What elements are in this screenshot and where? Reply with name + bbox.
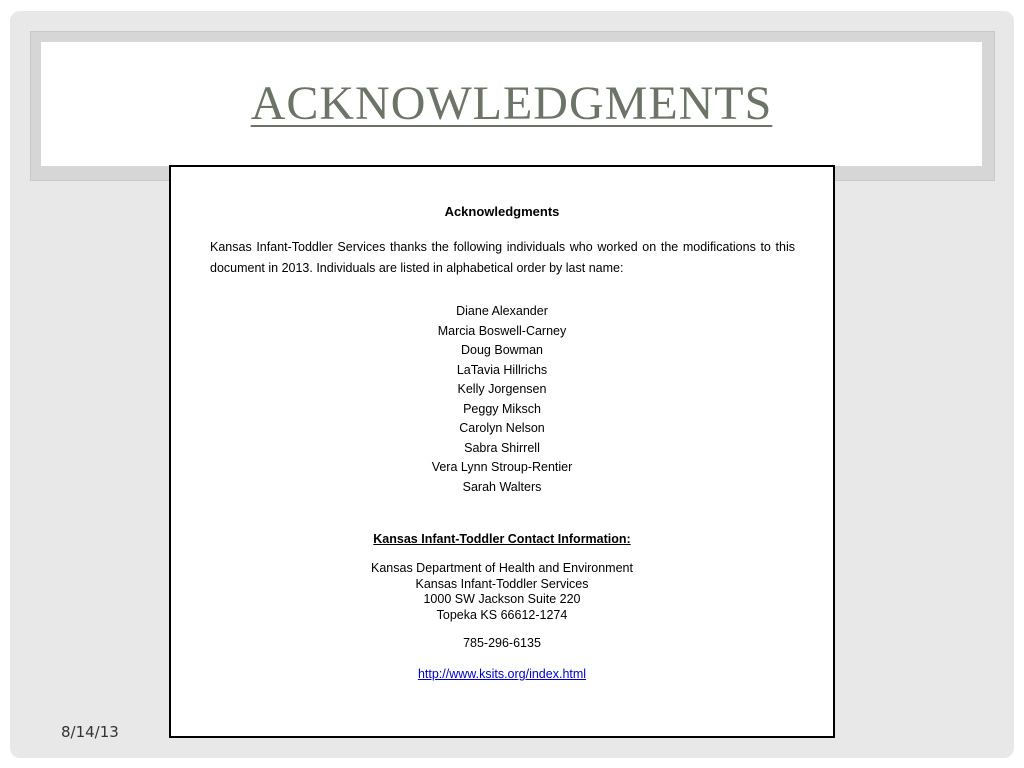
website-link[interactable]: http://www.ksits.org/index.html [417,667,587,681]
address-line: Topeka KS 66612-1274 [436,607,568,622]
document-heading: Acknowledgments [444,204,560,219]
contact-phone: 785-296-6135 [463,636,541,650]
title-band [30,31,995,181]
name-item: Carolyn Nelson [459,421,545,435]
document-image [169,165,835,738]
contact-heading: Kansas Infant-Toddler Contact Information: [373,532,631,546]
name-item: Marcia Boswell-Carney [437,323,567,338]
slide-title: ACKNOWLEDGMENTS [250,77,773,130]
slide-date: 8/14/13 [61,723,119,741]
name-item: LaTavia Hillrichs [456,362,548,377]
name-item: Peggy Miksch [463,401,541,416]
intro-paragraph: Kansas Infant-Toddler Services thanks the following individuals who worked on the modifications to this document in 2013. Individuals are listed in alphabetical order by last name: [210,240,795,275]
title-box [41,42,982,166]
name-item: Diane Alexander [456,304,548,318]
names-list [171,302,833,497]
name-item: Kelly Jorgensen [457,382,547,396]
contact-link-wrapper [171,667,833,681]
name-item: Sabra Shirrell [464,440,540,455]
address-line: Kansas Infant-Toddler Services [415,576,589,591]
name-item: Vera Lynn Stroup-Rentier [431,460,573,474]
name-item: Sarah Walters [462,479,542,494]
address-line: Kansas Department of Health and Environment [371,561,633,575]
contact-address [171,561,833,623]
address-line: 1000 SW Jackson Suite 220 [423,592,581,606]
name-item: Doug Bowman [461,343,543,357]
